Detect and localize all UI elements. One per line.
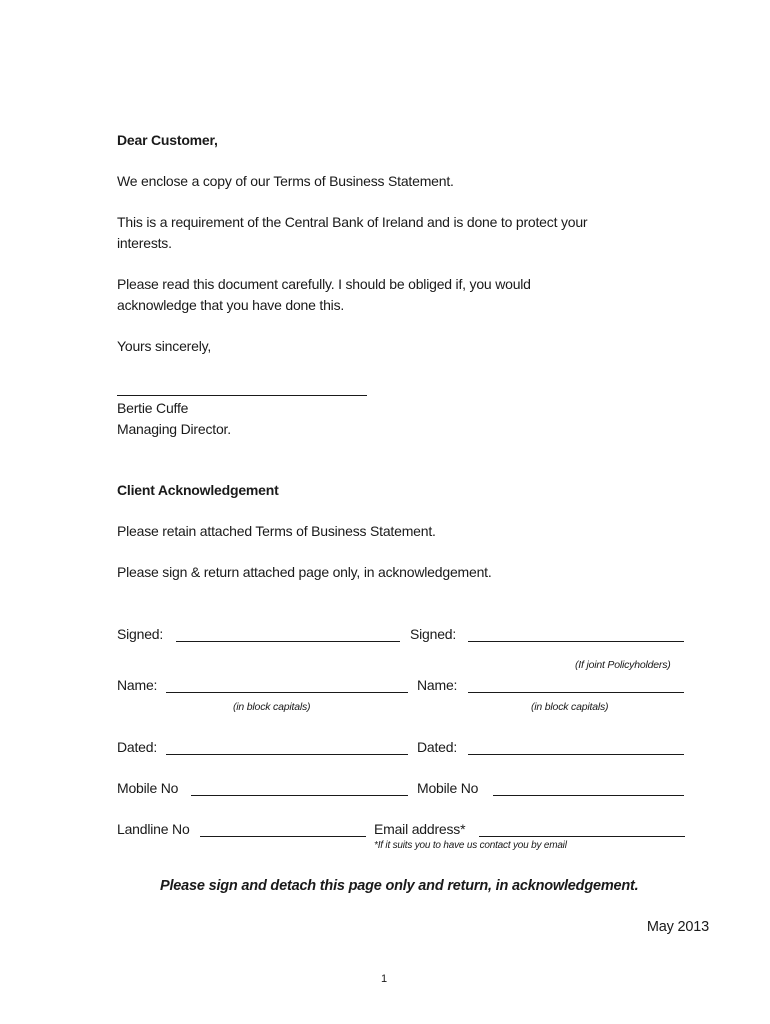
retain-instruction: Please retain attached Terms of Business Statement. [117,523,436,539]
paragraph-request-line2: acknowledge that you have done this. [117,297,345,313]
name-label-1: Name: [117,677,158,693]
acknowledgement-heading: Client Acknowledgement [117,482,279,498]
dated-label-2: Dated: [417,739,458,755]
block-capitals-note-2: (in block capitals) [531,701,609,713]
signatory-name: Bertie Cuffe [117,400,189,416]
signatory-title: Managing Director. [117,421,231,437]
email-field[interactable] [479,836,685,837]
mobile-field-1[interactable] [191,795,408,796]
paragraph-requirement-line2: interests. [117,235,172,251]
return-instruction: Please sign & return attached page only, in acknowledgement. [117,564,492,580]
joint-policyholders-note: (If joint Policyholders) [575,659,671,671]
closing: Yours sincerely, [117,338,212,354]
signed-label-1: Signed: [117,626,164,642]
document-date: May 2013 [646,919,709,935]
name-field-2[interactable] [468,692,684,693]
mobile-label-1: Mobile No [117,780,179,796]
dated-label-1: Dated: [117,739,158,755]
landline-field[interactable] [200,836,366,837]
page-number: 1 [381,973,387,985]
footer-instruction: Please sign and detach this page only and return, in acknowledgement. [160,878,639,894]
greeting: Dear Customer, [117,132,218,148]
signed-field-2[interactable] [468,641,684,642]
name-field-1[interactable] [166,692,408,693]
mobile-label-2: Mobile No [417,780,479,796]
email-note: *If it suits you to have us contact you by email [374,840,567,851]
block-capitals-note-1: (in block capitals) [233,701,311,713]
signed-field-1[interactable] [176,641,400,642]
dated-field-1[interactable] [166,754,408,755]
mobile-field-2[interactable] [493,795,684,796]
dated-field-2[interactable] [468,754,684,755]
email-label: Email address* [374,821,466,837]
signature-line [117,395,367,396]
paragraph-request-line1: Please read this document carefully. I should be obliged if, you would [117,276,531,292]
signed-label-2: Signed: [410,626,457,642]
paragraph-enclosure: We enclose a copy of our Terms of Business Statement. [117,173,454,189]
name-label-2: Name: [417,677,458,693]
landline-label: Landline No [117,821,190,837]
paragraph-requirement-line1: This is a requirement of the Central Bank of Ireland and is done to protect your [117,214,588,230]
